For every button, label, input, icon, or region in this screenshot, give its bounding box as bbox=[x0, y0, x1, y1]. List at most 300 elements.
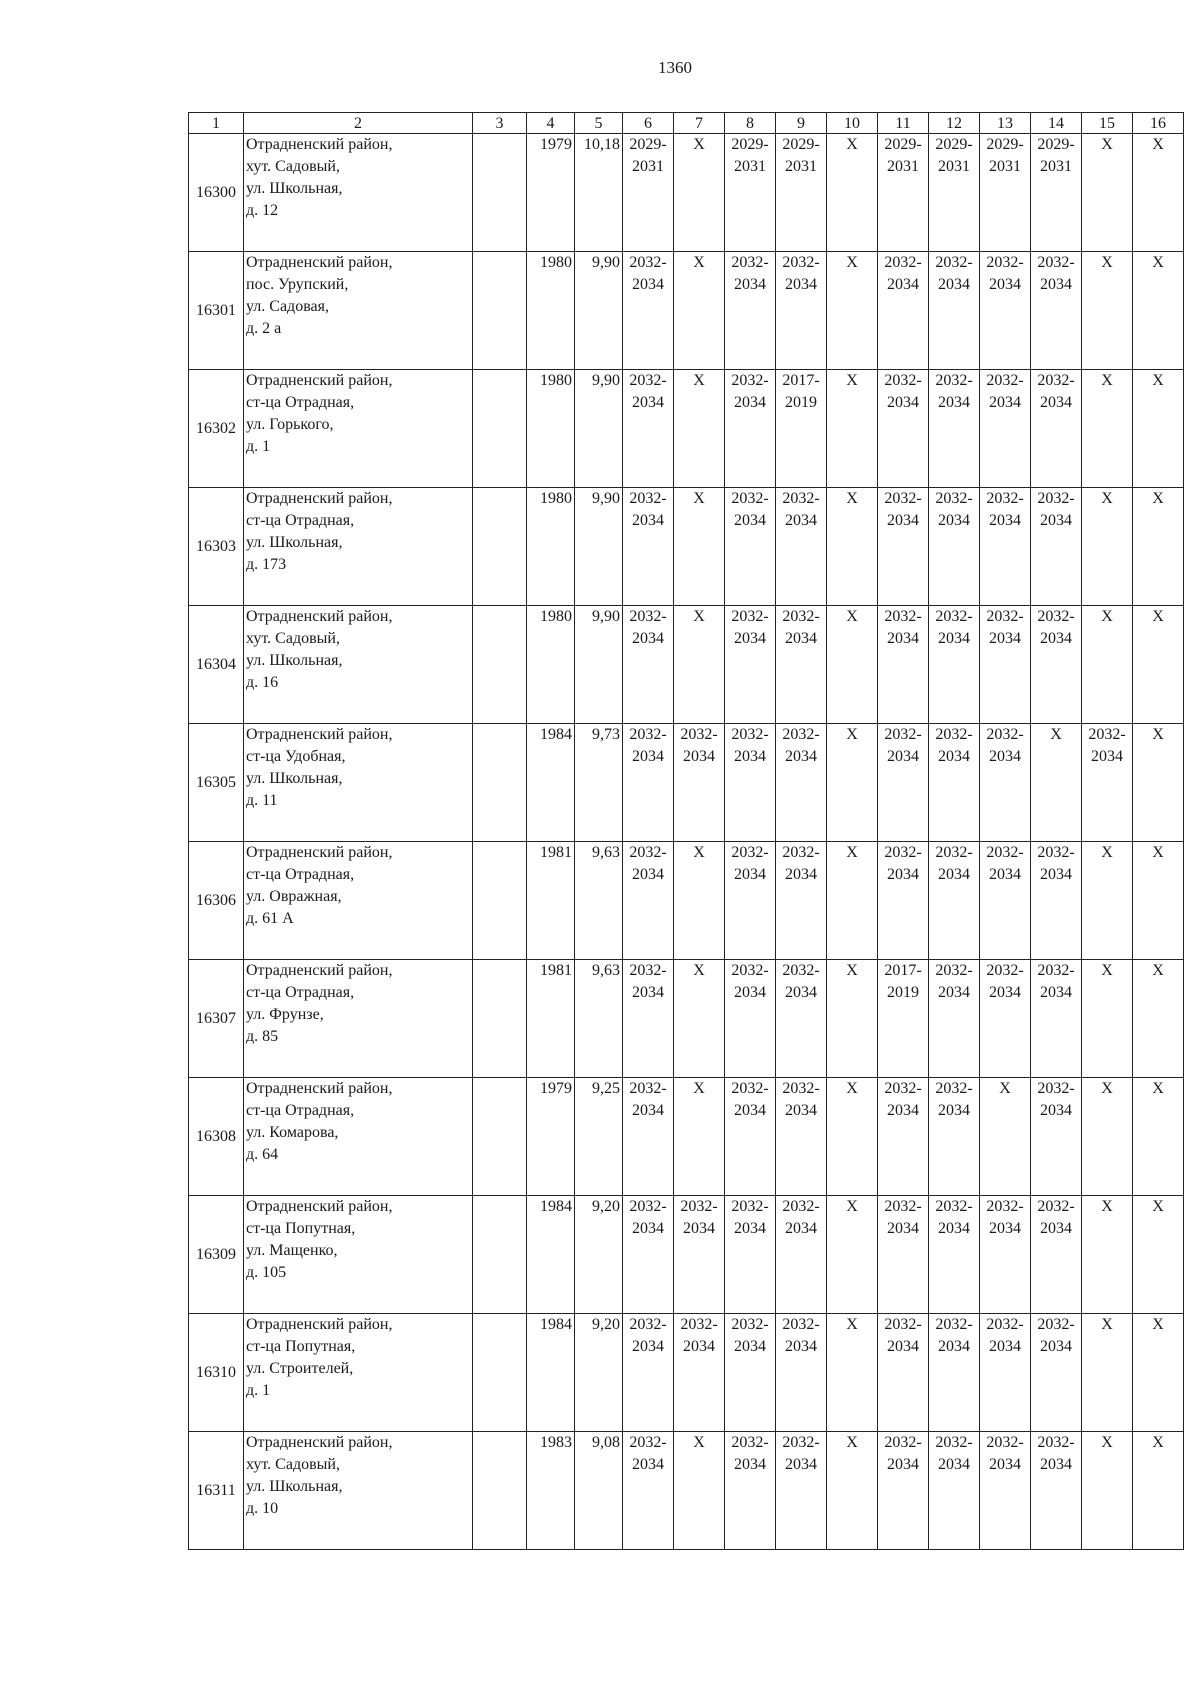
period-cell bbox=[674, 488, 725, 606]
period-text: 2032- 2034 bbox=[782, 254, 820, 293]
period-cell bbox=[878, 1078, 929, 1196]
period-cell bbox=[827, 1078, 878, 1196]
address-cell bbox=[244, 1314, 473, 1432]
period-text: 2017- 2019 bbox=[884, 962, 922, 1001]
period-cell bbox=[1031, 370, 1082, 488]
period-text: X bbox=[1152, 490, 1164, 507]
period-text: 2032- 2034 bbox=[935, 254, 973, 293]
period-text: X bbox=[1101, 1434, 1113, 1451]
period-cell bbox=[674, 1196, 725, 1314]
period-cell bbox=[1133, 842, 1184, 960]
period-text: 2032- 2034 bbox=[884, 490, 922, 529]
period-text: 2032- 2034 bbox=[680, 1198, 718, 1237]
period-text: 2032- 2034 bbox=[884, 254, 922, 293]
address-line: Отрадненский район, bbox=[246, 1080, 393, 1097]
period-text: X bbox=[846, 372, 858, 389]
address-cell bbox=[244, 370, 473, 488]
address-line: ст-ца Удобная, bbox=[246, 748, 346, 765]
period-cell bbox=[623, 1078, 674, 1196]
period-text: X bbox=[1152, 136, 1164, 153]
period-cell bbox=[827, 370, 878, 488]
period-text: 2032- 2034 bbox=[1037, 844, 1075, 883]
period-cell bbox=[1133, 606, 1184, 724]
period-cell bbox=[776, 842, 827, 960]
value-cell: 9,90 bbox=[575, 488, 623, 606]
column-3-cell bbox=[473, 1432, 527, 1550]
period-cell bbox=[623, 134, 674, 252]
address-line: ул. Горького, bbox=[246, 416, 334, 433]
address-line: д. 173 bbox=[246, 556, 287, 573]
address-line: ст-ца Отрадная, bbox=[246, 984, 355, 1001]
period-cell bbox=[980, 252, 1031, 370]
address-line: ул. Комарова, bbox=[246, 1124, 339, 1141]
period-cell bbox=[623, 842, 674, 960]
period-cell bbox=[929, 606, 980, 724]
period-cell bbox=[1133, 134, 1184, 252]
header-cell: 7 bbox=[674, 113, 725, 134]
period-cell bbox=[674, 252, 725, 370]
period-text: 2032- 2034 bbox=[731, 490, 769, 529]
address-line: Отрадненский район, bbox=[246, 372, 393, 389]
period-text: 2032- 2034 bbox=[986, 1434, 1024, 1473]
period-text: X bbox=[1152, 726, 1164, 743]
period-text: X bbox=[1152, 608, 1164, 625]
table-row bbox=[189, 488, 1184, 606]
period-cell bbox=[1133, 724, 1184, 842]
period-cell bbox=[623, 1432, 674, 1550]
period-cell bbox=[1031, 134, 1082, 252]
header-cell: 15 bbox=[1082, 113, 1133, 134]
period-text: X bbox=[1152, 1080, 1164, 1097]
row-number: 16306 bbox=[189, 842, 244, 960]
period-text: X bbox=[1152, 254, 1164, 271]
column-3-cell bbox=[473, 370, 527, 488]
header-cell: 14 bbox=[1031, 113, 1082, 134]
period-text: 2029- 2031 bbox=[884, 136, 922, 175]
address-cell bbox=[244, 606, 473, 724]
period-cell bbox=[776, 1196, 827, 1314]
value-cell: 10,18 bbox=[575, 134, 623, 252]
period-text: 2032- 2034 bbox=[782, 1080, 820, 1119]
period-cell bbox=[1133, 488, 1184, 606]
period-text: 2032- 2034 bbox=[884, 1434, 922, 1473]
period-text: 2032- 2034 bbox=[782, 490, 820, 529]
value-cell: 9,73 bbox=[575, 724, 623, 842]
address-line: ст-ца Отрадная, bbox=[246, 394, 355, 411]
period-cell bbox=[980, 1078, 1031, 1196]
period-text: X bbox=[693, 490, 705, 507]
period-cell bbox=[827, 960, 878, 1078]
period-text: X bbox=[693, 372, 705, 389]
period-text: 2032- 2034 bbox=[935, 1316, 973, 1355]
period-text: 2032- 2034 bbox=[986, 962, 1024, 1001]
period-text: X bbox=[1152, 844, 1164, 861]
period-cell bbox=[1082, 606, 1133, 724]
address-line: д. 10 bbox=[246, 1500, 279, 1517]
period-text: X bbox=[693, 844, 705, 861]
period-cell bbox=[674, 606, 725, 724]
period-cell bbox=[929, 134, 980, 252]
period-text: X bbox=[693, 608, 705, 625]
period-cell bbox=[1082, 724, 1133, 842]
period-text: 2032- 2034 bbox=[884, 1316, 922, 1355]
period-text: 2032- 2034 bbox=[782, 1316, 820, 1355]
period-text: X bbox=[846, 254, 858, 271]
period-text: 2029- 2031 bbox=[986, 136, 1024, 175]
period-cell bbox=[827, 488, 878, 606]
period-cell bbox=[827, 842, 878, 960]
address-line: хут. Садовый, bbox=[246, 630, 340, 647]
period-cell bbox=[725, 1432, 776, 1550]
period-cell bbox=[1031, 960, 1082, 1078]
period-cell bbox=[929, 488, 980, 606]
header-cell: 13 bbox=[980, 113, 1031, 134]
period-text: 2017- 2019 bbox=[782, 372, 820, 411]
row-number: 16310 bbox=[189, 1314, 244, 1432]
period-text: X bbox=[846, 844, 858, 861]
period-text: 2032- 2034 bbox=[1037, 1316, 1075, 1355]
period-text: 2032- 2034 bbox=[986, 254, 1024, 293]
header-cell: 8 bbox=[725, 113, 776, 134]
period-cell bbox=[1082, 488, 1133, 606]
period-text: 2032- 2034 bbox=[986, 608, 1024, 647]
period-cell bbox=[623, 1196, 674, 1314]
period-text: 2029- 2031 bbox=[629, 136, 667, 175]
row-number: 16303 bbox=[189, 488, 244, 606]
row-number: 16308 bbox=[189, 1078, 244, 1196]
period-text: 2032- 2034 bbox=[629, 1080, 667, 1119]
year-cell: 1980 bbox=[527, 252, 575, 370]
value-cell: 9,90 bbox=[575, 252, 623, 370]
period-text: X bbox=[999, 1080, 1011, 1097]
table-row bbox=[189, 1432, 1184, 1550]
row-number: 16309 bbox=[189, 1196, 244, 1314]
period-text: X bbox=[846, 962, 858, 979]
page-number: 1360 bbox=[658, 58, 692, 77]
period-cell bbox=[674, 724, 725, 842]
period-cell bbox=[776, 606, 827, 724]
period-text: 2032- 2034 bbox=[1037, 962, 1075, 1001]
period-text: 2032- 2034 bbox=[935, 844, 973, 883]
period-cell bbox=[929, 1432, 980, 1550]
period-text: 2032- 2034 bbox=[680, 1316, 718, 1355]
period-text: 2032- 2034 bbox=[935, 372, 973, 411]
period-text: 2032- 2034 bbox=[935, 608, 973, 647]
period-text: 2029- 2031 bbox=[782, 136, 820, 175]
address-line: Отрадненский район, bbox=[246, 490, 393, 507]
address-cell bbox=[244, 1432, 473, 1550]
period-cell bbox=[725, 134, 776, 252]
period-cell bbox=[929, 960, 980, 1078]
period-cell bbox=[878, 842, 929, 960]
period-text: X bbox=[1152, 372, 1164, 389]
period-cell bbox=[776, 134, 827, 252]
address-cell bbox=[244, 1196, 473, 1314]
period-text: 2029- 2031 bbox=[935, 136, 973, 175]
period-cell bbox=[980, 1432, 1031, 1550]
period-text: X bbox=[1101, 136, 1113, 153]
value-cell: 9,63 bbox=[575, 842, 623, 960]
table-row bbox=[189, 252, 1184, 370]
value-cell: 9,90 bbox=[575, 370, 623, 488]
table-body bbox=[189, 113, 1184, 1550]
period-text: 2032- 2034 bbox=[884, 1198, 922, 1237]
address-line: хут. Садовый, bbox=[246, 158, 340, 175]
address-line: ул. Строителей, bbox=[246, 1360, 354, 1377]
period-text: 2032- 2034 bbox=[935, 1434, 973, 1473]
period-text: 2032- 2034 bbox=[782, 962, 820, 1001]
period-text: 2032- 2034 bbox=[629, 1434, 667, 1473]
period-text: 2032- 2034 bbox=[629, 608, 667, 647]
period-cell bbox=[929, 724, 980, 842]
address-line: ст-ца Попутная, bbox=[246, 1338, 356, 1355]
period-text: 2032- 2034 bbox=[1037, 1434, 1075, 1473]
period-cell bbox=[980, 960, 1031, 1078]
column-3-cell bbox=[473, 134, 527, 252]
year-cell: 1983 bbox=[527, 1432, 575, 1550]
address-line: Отрадненский район, bbox=[246, 1316, 393, 1333]
address-line: д. 1 bbox=[246, 1382, 271, 1399]
period-text: 2032- 2034 bbox=[986, 844, 1024, 883]
period-text: X bbox=[693, 962, 705, 979]
period-cell bbox=[776, 488, 827, 606]
period-text: X bbox=[1101, 1316, 1113, 1333]
value-cell: 9,20 bbox=[575, 1314, 623, 1432]
year-cell: 1980 bbox=[527, 370, 575, 488]
period-text: X bbox=[846, 608, 858, 625]
period-cell bbox=[929, 842, 980, 960]
period-text: 2032- 2034 bbox=[884, 608, 922, 647]
period-text: 2032- 2034 bbox=[935, 962, 973, 1001]
period-cell bbox=[1133, 1196, 1184, 1314]
period-cell bbox=[725, 724, 776, 842]
address-line: Отрадненский район, bbox=[246, 136, 393, 153]
period-cell bbox=[1082, 1078, 1133, 1196]
value-cell: 9,20 bbox=[575, 1196, 623, 1314]
period-cell bbox=[725, 488, 776, 606]
address-line: д. 2 а bbox=[246, 320, 282, 337]
period-text: X bbox=[846, 136, 858, 153]
year-cell: 1984 bbox=[527, 724, 575, 842]
row-number: 16300 bbox=[189, 134, 244, 252]
period-text: 2032- 2034 bbox=[680, 726, 718, 765]
period-cell bbox=[1082, 370, 1133, 488]
year-cell: 1980 bbox=[527, 488, 575, 606]
address-line: ст-ца Отрадная, bbox=[246, 512, 355, 529]
period-cell bbox=[1031, 1196, 1082, 1314]
address-line: ул. Овражная, bbox=[246, 888, 342, 905]
period-text: 2032- 2034 bbox=[935, 1080, 973, 1119]
period-text: X bbox=[1050, 726, 1062, 743]
address-line: Отрадненский район, bbox=[246, 1434, 393, 1451]
table-row bbox=[189, 606, 1184, 724]
period-cell bbox=[1031, 252, 1082, 370]
year-cell: 1979 bbox=[527, 134, 575, 252]
period-cell bbox=[878, 134, 929, 252]
column-3-cell bbox=[473, 960, 527, 1078]
value-cell: 9,25 bbox=[575, 1078, 623, 1196]
period-cell bbox=[980, 370, 1031, 488]
period-cell bbox=[827, 606, 878, 724]
address-line: ул. Школьная, bbox=[246, 1478, 343, 1495]
period-text: X bbox=[846, 1080, 858, 1097]
period-text: 2032- 2034 bbox=[731, 1080, 769, 1119]
column-3-cell bbox=[473, 488, 527, 606]
year-cell: 1981 bbox=[527, 842, 575, 960]
period-cell bbox=[674, 134, 725, 252]
period-cell bbox=[929, 370, 980, 488]
period-text: 2032- 2034 bbox=[884, 372, 922, 411]
header-row bbox=[189, 113, 1184, 134]
period-text: 2032- 2034 bbox=[986, 726, 1024, 765]
period-cell bbox=[1031, 488, 1082, 606]
address-line: д. 1 bbox=[246, 438, 271, 455]
period-text: X bbox=[1152, 1316, 1164, 1333]
period-cell bbox=[878, 724, 929, 842]
period-text: X bbox=[1152, 1434, 1164, 1451]
period-cell bbox=[674, 842, 725, 960]
period-text: 2032- 2034 bbox=[935, 1198, 973, 1237]
period-text: X bbox=[846, 726, 858, 743]
address-cell bbox=[244, 134, 473, 252]
period-text: 2032- 2034 bbox=[731, 962, 769, 1001]
period-cell bbox=[674, 960, 725, 1078]
address-line: ул. Фрунзе, bbox=[246, 1006, 324, 1023]
year-cell: 1980 bbox=[527, 606, 575, 724]
row-number: 16307 bbox=[189, 960, 244, 1078]
period-cell bbox=[1031, 1078, 1082, 1196]
period-text: X bbox=[846, 1198, 858, 1215]
period-cell bbox=[878, 488, 929, 606]
address-line: д. 85 bbox=[246, 1028, 279, 1045]
period-text: X bbox=[1101, 490, 1113, 507]
period-cell bbox=[878, 1196, 929, 1314]
period-cell bbox=[1031, 1432, 1082, 1550]
header-cell: 10 bbox=[827, 113, 878, 134]
period-text: 2032- 2034 bbox=[1037, 254, 1075, 293]
period-cell bbox=[674, 1078, 725, 1196]
address-cell bbox=[244, 1078, 473, 1196]
period-text: 2032- 2034 bbox=[629, 254, 667, 293]
period-cell bbox=[1082, 1196, 1133, 1314]
column-3-cell bbox=[473, 724, 527, 842]
period-text: 2032- 2034 bbox=[986, 490, 1024, 529]
row-number: 16301 bbox=[189, 252, 244, 370]
period-text: 2032- 2034 bbox=[731, 372, 769, 411]
period-cell bbox=[776, 1314, 827, 1432]
period-text: X bbox=[693, 136, 705, 153]
address-line: ул. Школьная, bbox=[246, 534, 343, 551]
period-cell bbox=[1133, 370, 1184, 488]
period-text: X bbox=[1152, 1198, 1164, 1215]
period-text: 2032- 2034 bbox=[731, 1198, 769, 1237]
header-cell: 16 bbox=[1133, 113, 1184, 134]
value-cell: 9,63 bbox=[575, 960, 623, 1078]
address-cell bbox=[244, 724, 473, 842]
period-text: 2032- 2034 bbox=[629, 1316, 667, 1355]
table-row bbox=[189, 1078, 1184, 1196]
address-line: пос. Урупский, bbox=[246, 276, 349, 293]
period-text: 2029- 2031 bbox=[1037, 136, 1075, 175]
period-cell bbox=[1082, 842, 1133, 960]
address-cell bbox=[244, 488, 473, 606]
row-number: 16311 bbox=[189, 1432, 244, 1550]
period-text: 2032- 2034 bbox=[884, 726, 922, 765]
column-3-cell bbox=[473, 842, 527, 960]
year-cell: 1979 bbox=[527, 1078, 575, 1196]
period-text: 2032- 2034 bbox=[1088, 726, 1126, 765]
header-cell: 4 bbox=[527, 113, 575, 134]
period-text: 2032- 2034 bbox=[629, 490, 667, 529]
address-line: ст-ца Отрадная, bbox=[246, 1102, 355, 1119]
row-number: 16302 bbox=[189, 370, 244, 488]
period-cell bbox=[1133, 1432, 1184, 1550]
period-text: X bbox=[693, 1434, 705, 1451]
column-3-cell bbox=[473, 1314, 527, 1432]
period-cell bbox=[776, 252, 827, 370]
period-text: 2029- 2031 bbox=[731, 136, 769, 175]
period-text: 2032- 2034 bbox=[782, 844, 820, 883]
table-row bbox=[189, 724, 1184, 842]
period-text: 2032- 2034 bbox=[629, 962, 667, 1001]
address-line: д. 11 bbox=[246, 792, 278, 809]
address-cell bbox=[244, 960, 473, 1078]
period-cell bbox=[1133, 1078, 1184, 1196]
year-cell: 1984 bbox=[527, 1196, 575, 1314]
period-text: 2032- 2034 bbox=[1037, 608, 1075, 647]
period-cell bbox=[776, 1078, 827, 1196]
period-text: 2032- 2034 bbox=[1037, 490, 1075, 529]
period-text: X bbox=[846, 1434, 858, 1451]
address-line: ул. Садовая, bbox=[246, 298, 329, 315]
period-cell bbox=[776, 960, 827, 1078]
address-line: ул. Мащенко, bbox=[246, 1242, 338, 1259]
period-cell bbox=[1031, 606, 1082, 724]
address-line: ул. Школьная, bbox=[246, 180, 343, 197]
period-text: 2032- 2034 bbox=[935, 490, 973, 529]
period-cell bbox=[725, 1196, 776, 1314]
period-cell bbox=[725, 1078, 776, 1196]
address-line: хут. Садовый, bbox=[246, 1456, 340, 1473]
row-number: 16305 bbox=[189, 724, 244, 842]
period-cell bbox=[1082, 960, 1133, 1078]
table-row bbox=[189, 842, 1184, 960]
period-cell bbox=[1031, 724, 1082, 842]
period-text: 2032- 2034 bbox=[629, 372, 667, 411]
period-cell bbox=[674, 370, 725, 488]
period-text: X bbox=[693, 1080, 705, 1097]
table-row bbox=[189, 370, 1184, 488]
address-line: д. 105 bbox=[246, 1264, 287, 1281]
period-text: 2032- 2034 bbox=[782, 608, 820, 647]
period-cell bbox=[776, 370, 827, 488]
period-cell bbox=[929, 1196, 980, 1314]
period-text: 2032- 2034 bbox=[1037, 1198, 1075, 1237]
year-cell: 1981 bbox=[527, 960, 575, 1078]
address-cell bbox=[244, 252, 473, 370]
period-cell bbox=[674, 1432, 725, 1550]
address-line: ул. Школьная, bbox=[246, 652, 343, 669]
address-line: д. 64 bbox=[246, 1146, 279, 1163]
address-line: Отрадненский район, bbox=[246, 608, 393, 625]
period-text: X bbox=[846, 490, 858, 507]
address-line: д. 12 bbox=[246, 202, 279, 219]
address-line: Отрадненский район, bbox=[246, 1198, 393, 1215]
period-text: 2032- 2034 bbox=[986, 372, 1024, 411]
period-cell bbox=[878, 252, 929, 370]
period-text: 2032- 2034 bbox=[884, 1080, 922, 1119]
period-text: 2032- 2034 bbox=[935, 726, 973, 765]
